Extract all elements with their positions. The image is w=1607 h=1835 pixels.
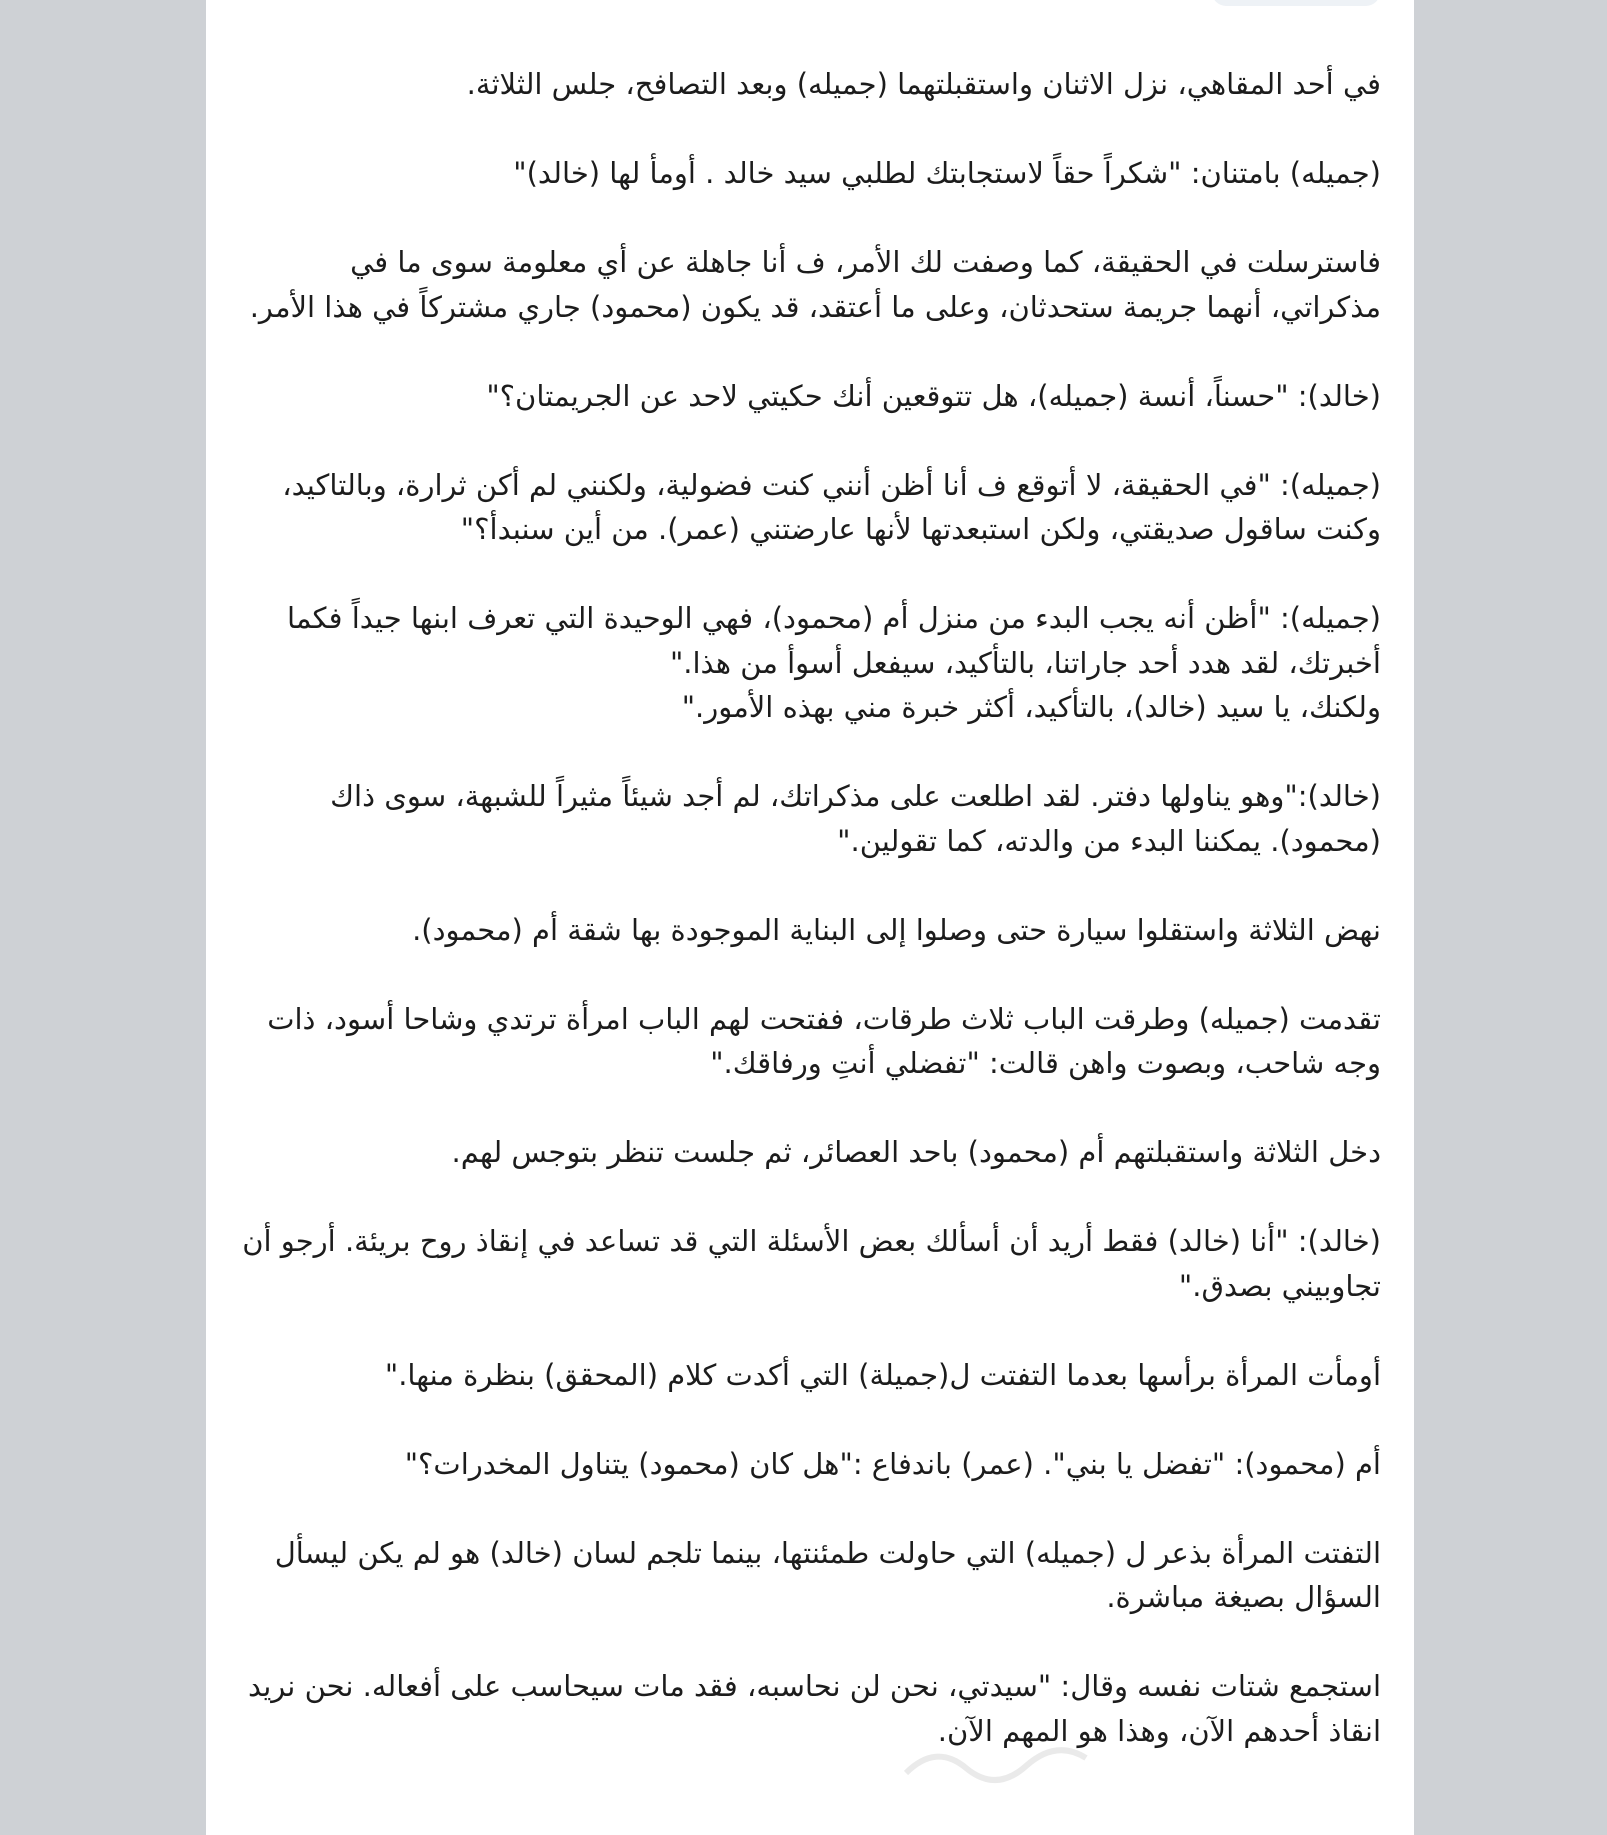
paragraph-11: (خالد): "أنا (خالد) فقط أريد أن أسألك بعض الأسئلة التي قد تساعد في إنقاذ روح بريئة. أرجو أن تجاوبيني بصدق.": [242, 1224, 1381, 1303]
paragraph-4: (خالد): "حسناً، أنسة (جميله)، هل تتوقعين أنك حكيتي لاحد عن الجريمتان؟": [486, 378, 1381, 413]
watermark-logo-icon: [896, 1738, 1096, 1788]
paragraph-15: استجمع شتات نفسه وقال: "سيدتي، نحن لن نحاسبه، فقد مات سيحاسب على أفعاله. نحن نريد انقاذ أحدهم الآن، وهذا هو المهم الآن.: [247, 1669, 1381, 1748]
paragraph-3: فاسترسلت في الحقيقة، كما وصفت لك الأمر، ف أنا جاهلة عن أي معلومة سوى ما في مذكراتي، أنهما جريمة ستحدثان، وعلى ما أعتقد، قد يكون (محمود) جاري مشتركاً في هذا الأمر.: [249, 245, 1381, 324]
paragraph-5: (جميله): "في الحقيقة، لا أتوقع ف أنا أظن أنني كنت فضولية، ولكنني لم أكن ثرارة، وبالتاكيد، وكنت ساقول صديقتي، ولكن استبعدتها لأنها عارضتني (عمر). من أين سنبدأ؟": [282, 467, 1381, 546]
paragraph-6: (جميله): "أظن أنه يجب البدء من منزل أم (محمود)، فهي الوحيدة التي تعرف ابنها جيداً فكما أخبرتك، لقد هدد أحد جاراتنا، بالتأكيد، سيفعل أسوأ من هذا." ولكنك، يا سيد (خالد)، بالتأكيد، أكثر خبرة مني بهذه الأمور.": [287, 601, 1381, 724]
paragraph-9: تقدمت (جميله) وطرقت الباب ثلاث طرقات، ففتحت لهم الباب امرأة ترتدي وشاحا أسود، ذات وجه شاحب، وبصوت واهن قالت: "تفضلي أنتِ ورفاقك.": [267, 1001, 1381, 1080]
paragraph-2: (جميله) بامتنان: "شكراً حقاً لاستجابتك لطلبي سيد خالد . أومأ لها (خالد)": [513, 156, 1381, 190]
paragraph-13: أم (محمود): "تفضل يا بني". (عمر) باندفاع :"هل كان (محمود) يتناول المخدرات؟": [404, 1446, 1381, 1481]
top-pill-decoration: [1212, 0, 1380, 6]
paragraph-12: أومأت المرأة برأسها بعدما التفتت ل(جميلة) التي أكدت كلام (المحقق) بنظرة منها.": [384, 1357, 1381, 1392]
document-page: [206, 0, 1414, 1835]
paragraph-14: التفتت المرأة بذعر ل (جميله) التي حاولت طمئنتها، بينما تلجم لسان (خالد) هو لم يكن ليسأل السؤال بصيغة مباشرة.: [274, 1535, 1381, 1614]
story-text: [231, 62, 1381, 1798]
paragraph-10: دخل الثلاثة واستقبلتهم أم (محمود) باحد العصائر، ثم جلست تنظر بتوجس لهم.: [451, 1135, 1381, 1169]
paragraph-8: نهض الثلاثة واستقلوا سيارة حتى وصلوا إلى البناية الموجودة بها شقة أم (محمود).: [412, 912, 1381, 947]
paragraph-7: (خالد):"وهو يناولها دفتر. لقد اطلعت على مذكراتك، لم أجد شيئاً مثيراً للشبهة، سوى ذاك (محمود). يمكننا البدء من والدته، كما تقولين.": [330, 779, 1381, 858]
paragraph-1: في أحد المقاهي، نزل الاثنان واستقبلتهما (جميله) وبعد التصافح، جلس الثلاثة.: [466, 67, 1381, 101]
